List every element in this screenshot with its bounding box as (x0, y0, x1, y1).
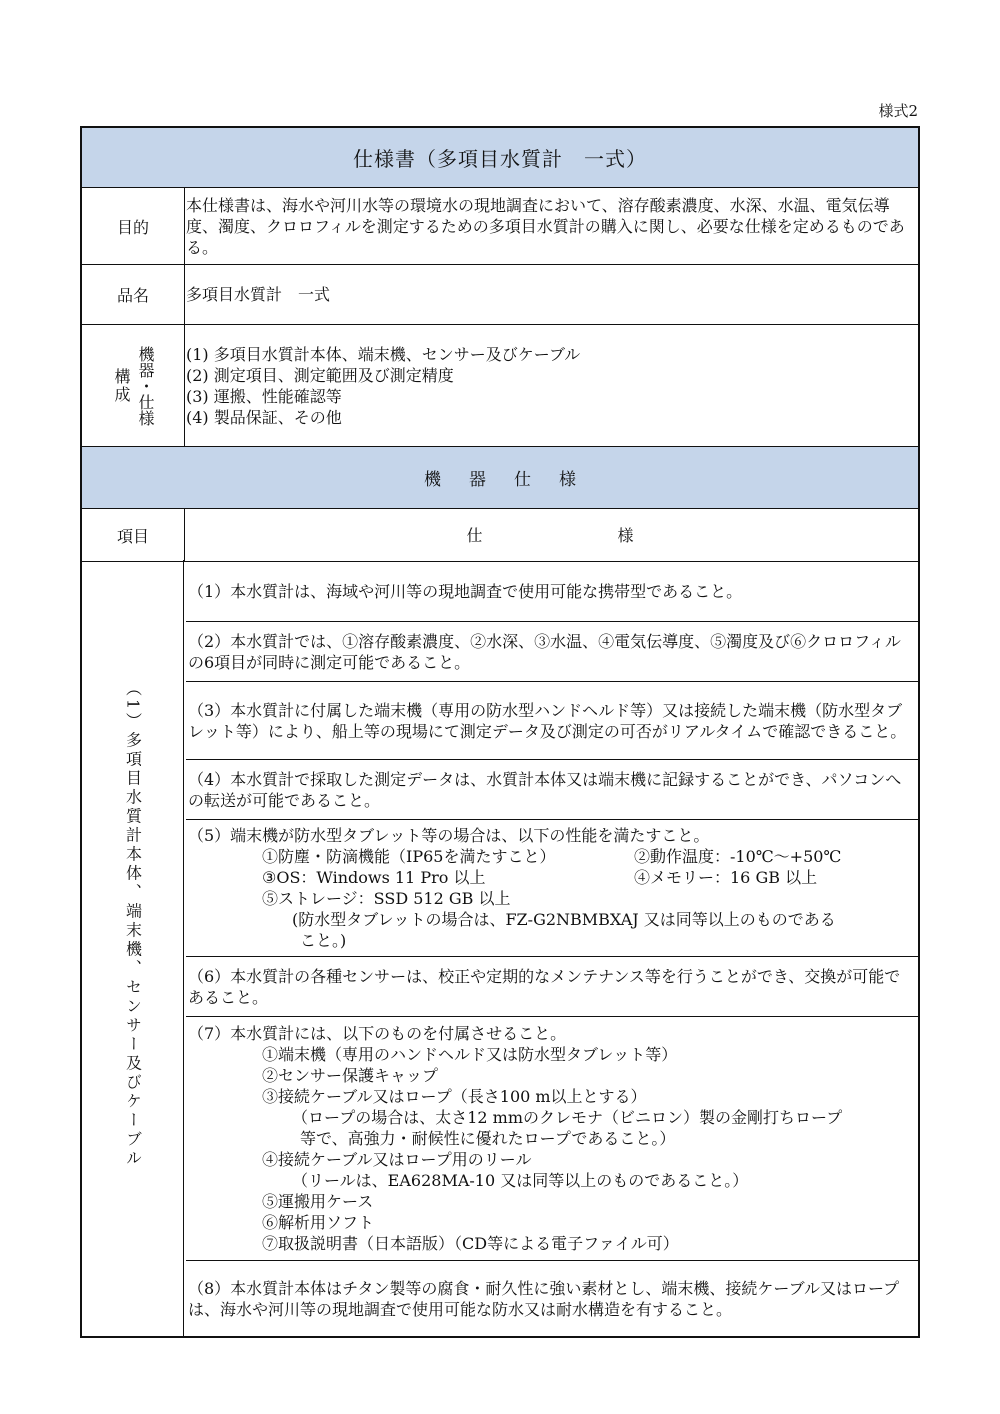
spec-row (186, 820, 918, 957)
spec-text: （3）本水質計に付属した端末機（専用の防水型ハンドヘルド等）又は接続した端末機（防水型タブレット等）により、船上等の現場にて測定データ及び測定の可否がリアルタイムで確認できること。 (188, 700, 907, 741)
spec-subitem: ③OS：Windows 11 Pro 以上 (262, 868, 486, 887)
spec-subitem: ⑤運搬用ケース (262, 1192, 374, 1211)
spec-text: （8）本水質計本体はチタン製等の腐食・耐久性に強い素材とし、端末機、接続ケーブル又はロープは、海水や河川等の現地調査で使用可能な防水又は耐水構造を有すること。 (188, 1278, 900, 1319)
spec-note: （リールは、EA628MA-10 又は同等以上のものであること。） (292, 1171, 749, 1190)
spec-subitem: ④メモリー：16 GB 以上 (634, 868, 818, 887)
spec-subitem: ①端末機（専用のハンドヘルド又は防水型タブレット等） (262, 1045, 678, 1064)
composition-item: (1) 多項目水質計本体、端末機、センサー及びケーブル (186, 344, 581, 364)
spec-subitem: ⑥解析用ソフト (262, 1213, 375, 1232)
header-spec: 仕様 (466, 525, 769, 545)
title-band (82, 128, 918, 188)
purpose-label: 目的 (82, 188, 185, 264)
item-name-label: 品名 (82, 265, 185, 324)
spec-text: （5）端末機が防水型タブレット等の場合は、以下の性能を満たすこと。 (188, 826, 710, 845)
purpose-row (82, 188, 918, 265)
spec-text: （7）本水質計には、以下のものを付属させること。 (188, 1024, 567, 1043)
item-name-text: 多項目水質計 一式 (186, 285, 331, 304)
page-title: 仕様書（多項目水質計 一式） (353, 147, 647, 171)
spec-note: 等で、高強力・耐候性に優れたロープであること。） (300, 1129, 676, 1148)
spec-subitem: ②動作温度：-10℃～+50℃ (634, 847, 842, 866)
spec-note: (防水型タブレットの場合は、FZ-G2NBMBXAJ 又は同等以上のものである (292, 910, 836, 929)
section-heading-band (82, 447, 918, 509)
spec-row (186, 622, 918, 682)
spec-subitem: ③接続ケーブル又はロープ（長さ100 m以上とする） (262, 1087, 647, 1106)
spec-note: （ロープの場合は、太さ12 mmのクレモナ（ビニロン）製の金剛打ちロープ (292, 1108, 843, 1127)
category-label: （1）多項目水質計本体、端末機、センサー及びケーブル (123, 680, 143, 1169)
spec-subitem: ⑤ストレージ：SSD 512 GB 以上 (262, 889, 511, 908)
spec-row (186, 760, 918, 820)
composition-label-left: 構成 (112, 367, 131, 404)
section-heading: 機器仕様 (424, 470, 604, 490)
spec-subitem: ④接続ケーブル又はロープ用のリール (262, 1150, 532, 1169)
composition-item: (3) 運搬、性能確認等 (186, 386, 342, 406)
composition-item: (2) 測定項目、測定範囲及び測定精度 (186, 365, 454, 385)
table-header-row (82, 509, 918, 562)
spec-text: （2）本水質計では、①溶存酸素濃度、②水深、③水温、④電気伝導度、⑤濁度及び⑥クロロフィルの6項目が同時に測定可能であること。 (188, 631, 901, 672)
spec-row (186, 562, 918, 622)
spec-note: こと。) (300, 931, 347, 950)
composition-label (82, 325, 185, 446)
composition-label-right: 機器・仕様 (136, 345, 155, 426)
form-number: 様式2 (878, 102, 918, 120)
composition-row (82, 325, 918, 447)
purpose-text: 本仕様書は、海水や河川水等の環境水の現地調査において、溶存酸素濃度、水深、水温、電気伝導度、濁度、クロロフィルを測定するための多項目水質計の購入に関し、必要な仕様を定めるものである。 (186, 195, 905, 257)
spec-text: （4）本水質計で採取した測定データは、水質計本体又は端末機に記録することができ、パソコンへの転送が可能であること。 (188, 769, 902, 810)
spec-row (186, 957, 918, 1017)
spec-row (186, 1261, 918, 1336)
spec-text: （6）本水質計の各種センサーは、校正や定期的なメンテナンス等を行うことができ、交換が可能であること。 (188, 966, 901, 1007)
spec-row (186, 682, 918, 760)
category-label-cell (82, 560, 184, 1338)
spec-text: （1）本水質計は、海域や河川等の現地調査で使用可能な携帯型であること。 (188, 582, 743, 601)
spec-subitem: ②センサー保護キャップ (262, 1066, 439, 1085)
header-item: 項目 (82, 509, 185, 561)
spec-row (186, 1017, 918, 1261)
spec-subitem: ①防塵・防滴機能（IP65を満たすこと） (262, 847, 556, 866)
item-name-row (82, 265, 918, 325)
spec-sheet-table (80, 126, 920, 1338)
spec-subitem: ⑦取扱説明書（日本語版）（CD等による電子ファイル可） (262, 1234, 679, 1253)
composition-item: (4) 製品保証、その他 (186, 407, 342, 427)
